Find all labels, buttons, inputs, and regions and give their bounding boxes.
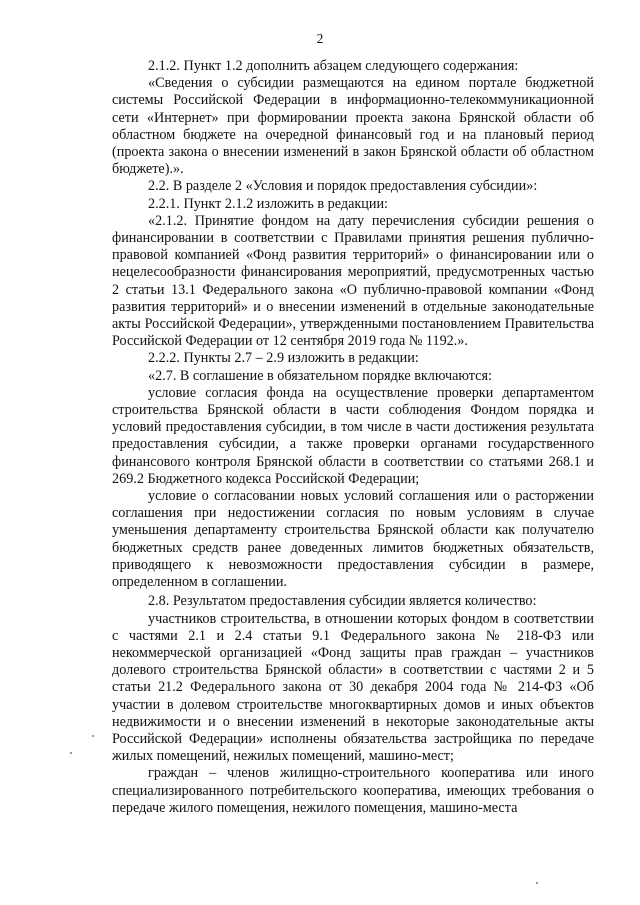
paragraph-2-1-2: 2.1.2. Пункт 1.2 дополнить абзацем следующего содержания:	[148, 58, 519, 74]
paragraph-2-7: «2.7. В соглашение в обязательном порядке включаются:	[148, 367, 492, 384]
paragraph-condition-audit: условие согласия фонда на осуществление проверки департаментом строительства Брянской области в части соблюдения Фондом порядка и условий предоставления субсидии, в том числе в части достижения результата предоставления субсидии, а также проверки органами государственного финансового контроля Брянской области в соответствии со статьями 268.1 и 269.2 Бюджетного кодекса Российской Федерации;	[112, 384, 594, 487]
paragraph-2-8: 2.8. Результатом предоставления субсидии является количество:	[148, 593, 537, 610]
paragraph-participants: участников строительства, в отношении которых фондом в соответствии с частями 2.1 и 2.4 статьи 9.1 Федерального закона № 218-ФЗ или некоммерческой организацией «Фонд защиты прав граждан – участников долевого строительства Брянской области» в соответствии с частями 2 и 5 статьи 21.2 Федерального закона от 30 декабря 2004 года № 214-ФЗ «Об участии в долевом строительстве многоквартирных домов и иных объектов недвижимости и о внесении изменений в некоторые законодательные акты Российской Федерации» исполнены обязательства застройщика по передаче жилых помещений, нежилых помещений, машино-мест;	[112, 610, 594, 765]
paragraph-condition-agreement: условие о согласовании новых условий соглашения или о расторжении соглашения при недостижении согласия по новым условиям в случае уменьшения департаменту строительства Брянской области как получателю бюджетных средств ранее доведенных лимитов бюджетных обязательств, приводящего к невозможности предоставления субсидии в размере, определенном в соглашении.	[112, 488, 594, 591]
paragraph-decision-financing: «2.1.2. Принятие фондом на дату перечисления субсидии решения о финансировании в соответствии с Правилами принятия решения публично-правовой компанией «Фонд развития территорий» о финансировании или о нецелесообразности финансирования мероприятий, предусмотренных частью 2 статьи 13.1 Федерального закона «О публично-правовой компании «Фонд развития территорий» и о внесении изменений в отдельные законодательные акты Российской Федерации», утвержденными постановлением Правительства Российской Федерации от 12 сентября 2019 года № 1192.».	[112, 212, 594, 350]
paragraph-citizens: граждан – членов жилищно-строительного кооператива или иного специализированного потребительского кооператива, имеющих требования о передаче жилого помещения, нежилого помещения, машино-места	[112, 765, 594, 816]
paragraph-2-2: 2.2. В разделе 2 «Условия и порядок предоставления субсидии»:	[148, 178, 538, 195]
paragraph-2-2-1: 2.2.1. Пункт 2.1.2 изложить в редакции:	[148, 195, 388, 212]
scan-speck	[536, 882, 538, 884]
scan-speck	[70, 752, 72, 754]
paragraph-subsidy-info: «Сведения о субсидии размещаются на едином портале бюджетной системы Российской Федерации в информационно-телекоммуникационной сети «Интернет» при формировании проекта закона Брянской области об областном бюджете на очередной финансовый год и на плановый период (проекта закона о внесении изменений в закон Брянской области об областном бюджете).».	[112, 75, 594, 178]
document-body	[112, 58, 594, 817]
paragraph-2-2-2: 2.2.2. Пункты 2.7 – 2.9 изложить в редакции:	[148, 350, 419, 367]
scan-speck	[92, 735, 94, 737]
page-number: 2	[316, 31, 324, 46]
